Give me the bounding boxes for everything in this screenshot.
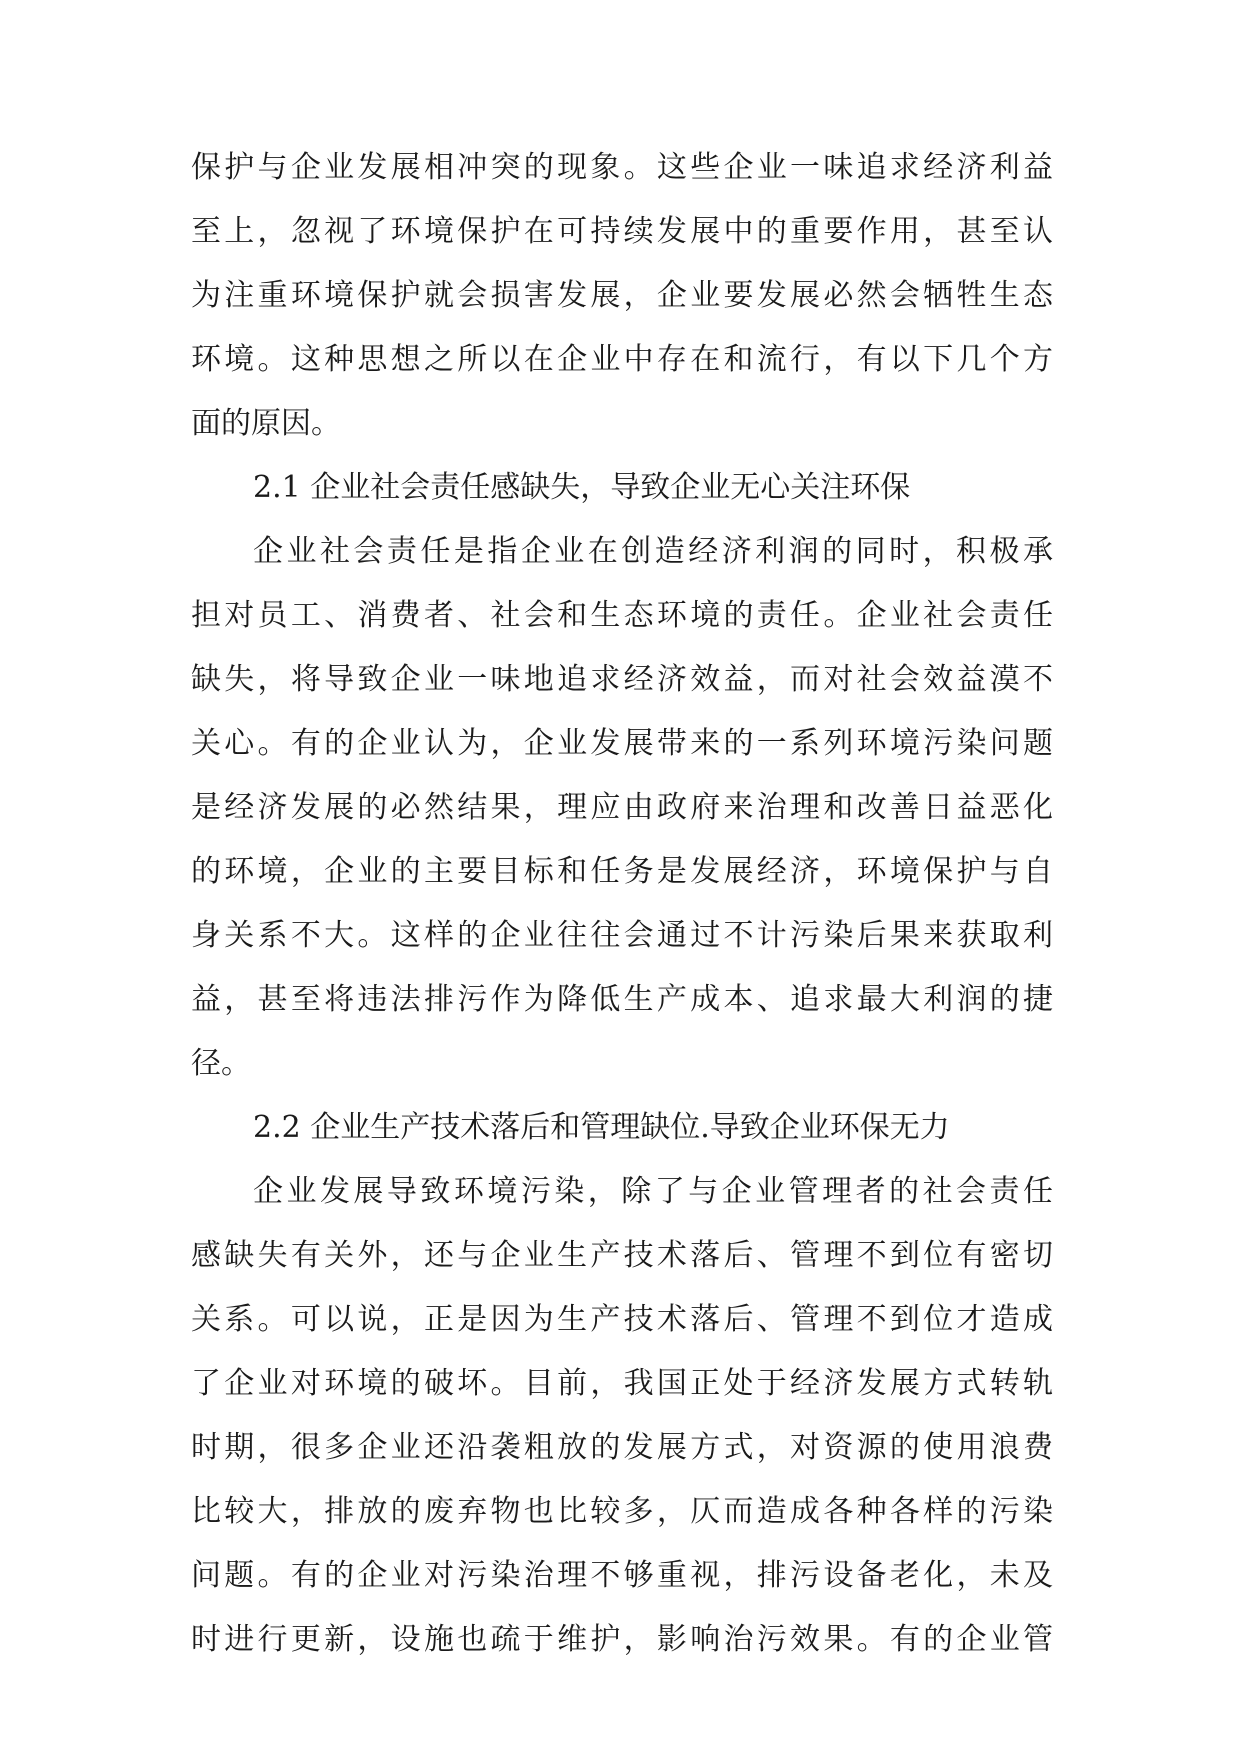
text-line: 了企业对环境的破坏。目前，我国正处于经济发展方式转轨 — [191, 1366, 1053, 1401]
section-heading-2-2: 2.2 企业生产技术落后和管理缺位.导致企业环保无力 — [253, 1110, 950, 1145]
section-heading-2-1: 2.1 企业社会责任感缺失，导致企业无心关注环保 — [253, 470, 911, 505]
text-line: 担对员工、消费者、社会和生态环境的责任。企业社会责任 — [191, 598, 1053, 633]
text-line: 比较大，排放的废弃物也比较多，仄而造成各种各样的污染 — [191, 1494, 1053, 1529]
text-line: 身关系不大。这样的企业往往会通过不计污染后果来获取利 — [191, 918, 1053, 953]
text-line: 时进行更新，设施也疏于维护，影响治污效果。有的企业管 — [191, 1622, 1053, 1657]
text-line: 关系。可以说，正是因为生产技术落后、管理不到位才造成 — [191, 1302, 1053, 1337]
text-line: 问题。有的企业对污染治理不够重视，排污设备老化，未及 — [191, 1558, 1053, 1593]
text-line: 环境。这种思想之所以在企业中存在和流行，有以下几个方 — [191, 342, 1053, 377]
text-line: 是经济发展的必然结果，理应由政府来治理和改善日益恶化 — [191, 790, 1053, 825]
text-line: 益，甚至将违法排污作为降低生产成本、追求最大利润的捷 — [191, 982, 1053, 1017]
text-line: 面的原因。 — [191, 406, 341, 441]
text-line: 缺失，将导致企业一味地追求经济效益，而对社会效益漠不 — [191, 662, 1053, 697]
text-line: 的环境，企业的主要目标和任务是发展经济，环境保护与自 — [191, 854, 1053, 889]
text-line: 企业社会责任是指企业在创造经济利润的同时，积极承 — [253, 534, 1053, 569]
text-line: 感缺失有关外，还与企业生产技术落后、管理不到位有密切 — [191, 1238, 1053, 1273]
text-line: 时期，很多企业还沿袭粗放的发展方式，对资源的使用浪费 — [191, 1430, 1053, 1465]
text-line: 保护与企业发展相冲突的现象。这些企业一味追求经济利益 — [191, 150, 1053, 185]
text-line: 为注重环境保护就会损害发展，企业要发展必然会牺牲生态 — [191, 278, 1053, 313]
text-line: 关心。有的企业认为，企业发展带来的一系列环境污染问题 — [191, 726, 1053, 761]
text-line: 企业发展导致环境污染，除了与企业管理者的社会责任 — [253, 1174, 1053, 1209]
text-line: 径。 — [191, 1046, 251, 1081]
text-line: 至上，忽视了环境保护在可持续发展中的重要作用，甚至认 — [191, 214, 1053, 249]
